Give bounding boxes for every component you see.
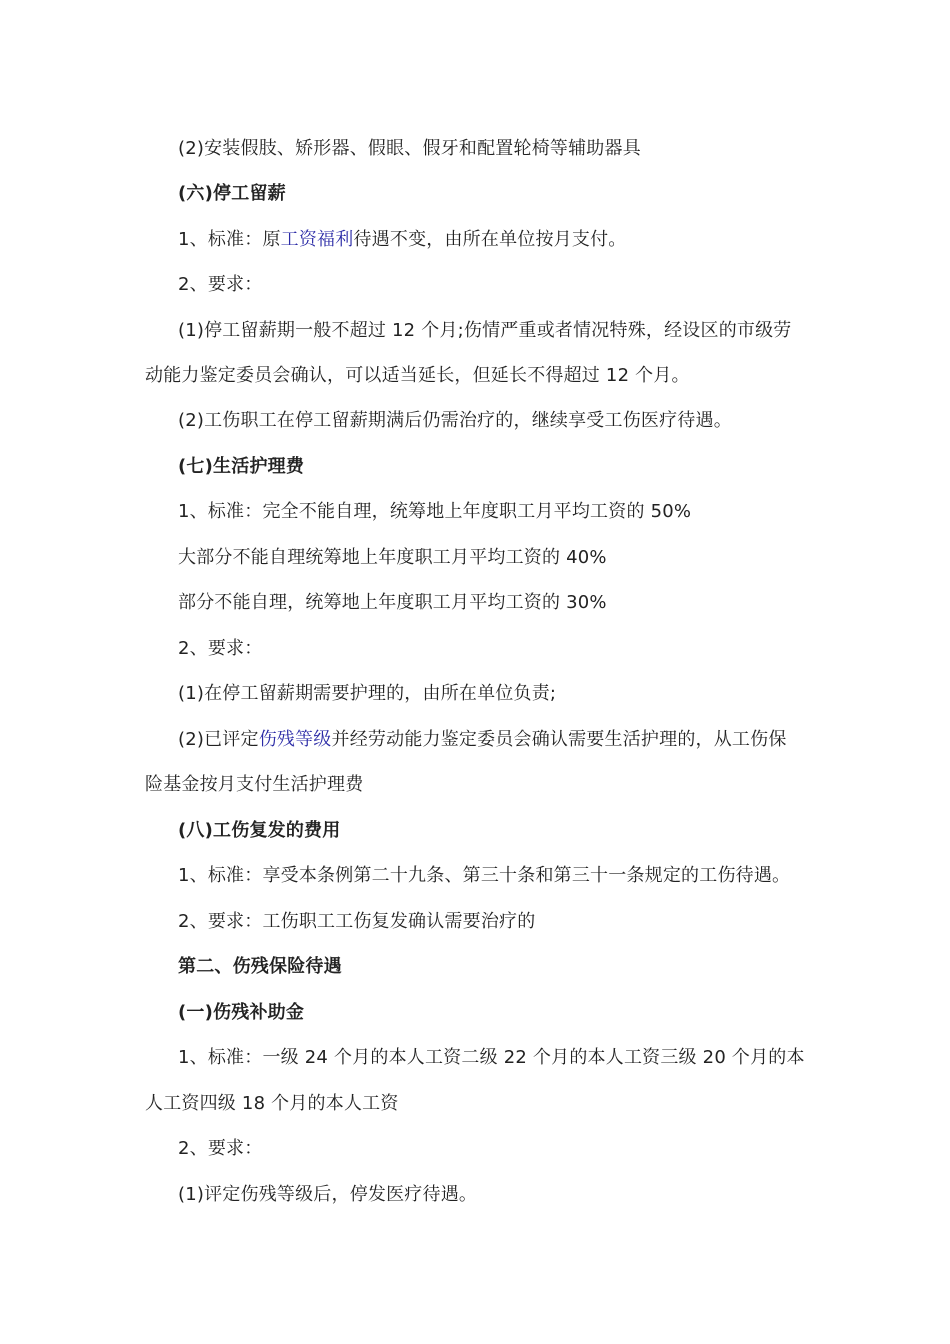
paragraph-text: 1、标准：原 [178,229,281,250]
paragraph-line: 部分不能自理，统筹地上年度职工月平均工资的 30% [178,592,607,613]
paragraph-line: 险基金按月支付生活护理费 [145,774,364,795]
section-heading: (七)生活护理费 [178,456,305,477]
paragraph-line: (1)评定伤残等级后，停发医疗待遇。 [178,1184,478,1205]
paragraph-line: 动能力鉴定委员会确认，可以适当延长，但延长不得超过 12 个月。 [145,365,690,386]
paragraph-line: (2)工伤职工在停工留薪期满后仍需治疗的，继续享受工伤医疗待遇。 [178,410,732,431]
paragraph-line [178,228,626,252]
paragraph-line: 人工资四级 18 个月的本人工资 [145,1093,399,1114]
paragraph-line: 1、标准：享受本条例第二十九条、第三十条和第三十一条规定的工伤待遇。 [178,865,791,886]
link-disability-grade[interactable]: 伤残等级 [258,729,332,750]
paragraph-line: 2、要求： [178,1138,263,1159]
section-heading: 第二、伤残保险待遇 [178,956,342,977]
paragraph-line: 1、标准：完全不能自理，统筹地上年度职工月平均工资的 50% [178,501,692,522]
paragraph-line: (1)在停工留薪期需要护理的，由所在单位负责; [178,683,557,704]
paragraph-line: 2、要求：工伤职工工伤复发确认需要治疗的 [178,911,536,932]
link-wage-benefits[interactable]: 工资福利 [280,229,354,250]
paragraph-line: 2、要求： [178,638,263,659]
section-heading: (六)停工留薪 [178,183,286,204]
paragraph-line [178,728,787,752]
section-heading: (八)工伤复发的费用 [178,820,341,841]
paragraph-text: 待遇不变，由所在单位按月支付。 [353,229,627,250]
paragraph-line: 大部分不能自理统筹地上年度职工月平均工资的 40% [178,547,607,568]
paragraph-line: 1、标准：一级 24 个月的本人工资二级 22 个月的本人工资三级 20 个月的本 [178,1047,805,1068]
paragraph-text: 并经劳动能力鉴定委员会确认需要生活护理的，从工伤保 [331,729,787,750]
paragraph-line: 2、要求： [178,274,263,295]
paragraph-text: (2)已评定 [178,729,259,750]
section-heading: (一)伤残补助金 [178,1002,305,1023]
paragraph-line: (1)停工留薪期一般不超过 12 个月;伤情严重或者情况特殊，经设区的市级劳 [178,320,792,341]
paragraph-line: (2)安装假肢、矫形器、假眼、假牙和配置轮椅等辅助器具 [178,138,641,159]
